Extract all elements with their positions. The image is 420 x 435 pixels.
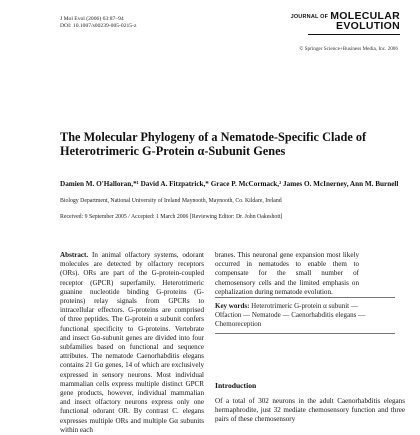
keywords-text: Heterotrimeric G-protein α subunit — Olfaction — Nematode — Caenorhabditis elegans — Chemoreception (215, 302, 366, 329)
abstract (60, 251, 204, 435)
doi: DOI: 10.1007/s00239-005-0215-z (60, 23, 137, 29)
abstract-text: In animal olfactory systems, odorant molecules are detected by olfactory receptors (ORs). ORs are part of the G-protein-coupled receptor (GPCR) superfamily. Heterotrimeric guanine nucleotide binding G-proteins (G-proteins) relay signals from GPCRs to intracellular effectors. G-proteins are comprised of three peptides. The G-protein α subunit confers functional specificity to G-proteins. Vertebrate and insect Gα-subunit genes are divided into four subfamilies based on functional and sequence attributes. The nematode Caenorhabditis elegans contains 21 Gα genes, 14 of which are exclusively expressed in sensory neurons. Most individual mammalian cells express multiple distinct GPCR gene products, however, individual mammalian and insect olfactory neurons express only one functional odorant OR. By contrast C. elegans expresses multiple ORs and multiple Gα subunits within each (60, 251, 204, 434)
journal-logo (288, 12, 400, 35)
keywords-rule-bottom (215, 333, 395, 334)
logo-prefix: JOURNAL OF (290, 13, 329, 20)
article-title: The Molecular Phylogeny of a Nematode-Specific Clade of Heterotrimeric G-Protein α-Subunit Genes (60, 130, 367, 158)
journal-reference: J Mol Evol (2006) 63:87–94 (60, 16, 124, 22)
logo-line-1: MOLECULAR (330, 10, 400, 22)
abstract-label: Abstract. (60, 251, 89, 259)
keywords-label: Key words: (215, 302, 250, 310)
logo-line-2: EVOLUTION (336, 19, 400, 32)
introduction-heading: Introduction (215, 381, 257, 390)
copyright-notice: © Springer Science+Business Media, Inc. 2006 (299, 46, 398, 52)
keywords-rule-top (215, 297, 395, 298)
received-dates: Received: 9 September 2005 / Accepted: 1 March 2006 [Reviewing Editor: Dr. John Oakeshott] (60, 214, 283, 220)
abstract-continued: branes. This neuronal gene expansion most likely occurred in nematodes to enable them to compensate for the small number of chemosensory cells and the limited emphasis on cephalization during nematode evolution. (215, 251, 359, 296)
article-authors: Damien M. O'Halloran,*¹ David A. Fitzpatrick,* Grace P. McCormack,² James O. McInerney, Ann M. Burnell (60, 180, 399, 188)
keywords-block (215, 302, 385, 330)
author-affiliation: Biology Department, National University of Ireland Maynooth, Maynooth, Co. Kildare, Ireland (60, 198, 282, 204)
introduction-text: Of a total of 302 neurons in the adult Caenorhabditis elegans hermaphrodite, just 32 mediate chemosensory function and three pairs of these chemosensory (215, 397, 405, 424)
logo-rule (308, 34, 400, 35)
journal-header (60, 16, 136, 30)
